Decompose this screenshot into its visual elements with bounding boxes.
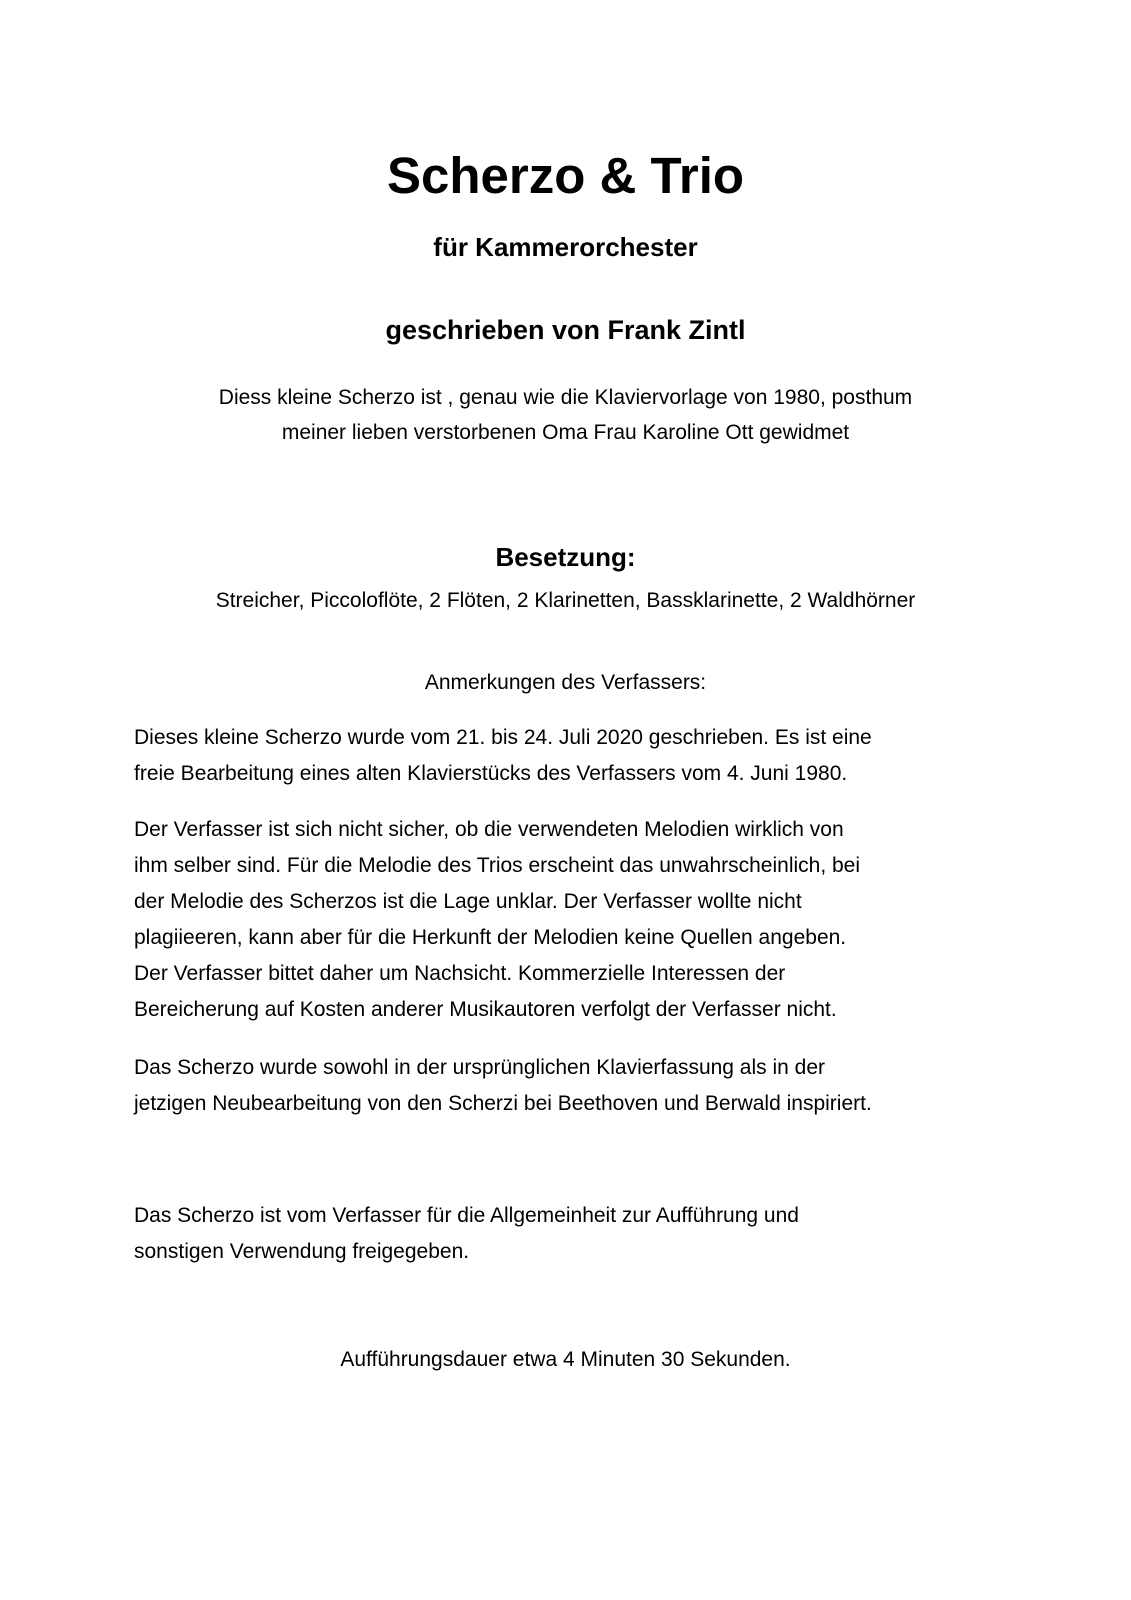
notes-paragraph xyxy=(134,1198,1004,1270)
dedication-line: meiner lieben verstorbenen Oma Frau Karoline Ott gewidmet xyxy=(281,421,850,444)
paragraph-line: Das Scherzo wurde sowohl in der ursprünglichen Klavierfassung als in der xyxy=(134,1056,826,1079)
besetzung-heading: Besetzung: xyxy=(495,542,636,572)
paragraph-line: jetzigen Neubearbeitung von den Scherzi bei Beethoven und Berwald inspiriert. xyxy=(134,1092,872,1115)
paragraph-line: der Melodie des Scherzos ist die Lage unklar. Der Verfasser wollte nicht xyxy=(134,890,802,913)
notes-heading: Anmerkungen des Verfassers: xyxy=(424,671,707,694)
performance-duration: Aufführungsdauer etwa 4 Minuten 30 Sekunden. xyxy=(340,1348,791,1371)
paragraph-line: sonstigen Verwendung freigegeben. xyxy=(134,1240,470,1263)
paragraph-line: plagiieeren, kann aber für die Herkunft der Melodien keine Quellen angeben. xyxy=(134,926,847,949)
paragraph-line: Dieses kleine Scherzo wurde vom 21. bis 24. Juli 2020 geschrieben. Es ist eine xyxy=(134,726,872,749)
dedication-line: Diess kleine Scherzo ist , genau wie die Klaviervorlage von 1980, posthum xyxy=(218,386,913,409)
paragraph-line: Der Verfasser bittet daher um Nachsicht. Kommerzielle Interessen der xyxy=(134,962,786,985)
besetzung-text: Streicher, Piccoloflöte, 2 Flöten, 2 Klarinetten, Bassklarinette, 2 Waldhörner xyxy=(215,589,916,612)
notes-paragraph xyxy=(134,720,1004,792)
paragraph-line: Bereicherung auf Kosten anderer Musikautoren verfolgt der Verfasser nicht. xyxy=(134,998,837,1021)
notes-paragraph xyxy=(134,812,1004,1028)
author-line: geschrieben von Frank Zintl xyxy=(385,315,746,345)
dedication xyxy=(0,380,1131,450)
paragraph-line: ihm selber sind. Für die Melodie des Trios erscheint das unwahrscheinlich, bei xyxy=(134,854,861,877)
notes-paragraph xyxy=(134,1050,1004,1122)
paragraph-line: Das Scherzo ist vom Verfasser für die Allgemeinheit zur Aufführung und xyxy=(134,1204,799,1227)
subtitle: für Kammerorchester xyxy=(433,232,698,262)
paragraph-line: freie Bearbeitung eines alten Klavierstücks des Verfassers vom 4. Juni 1980. xyxy=(134,762,848,785)
paragraph-line: Der Verfasser ist sich nicht sicher, ob die verwendeten Melodien wirklich von xyxy=(134,818,844,841)
page-title: Scherzo & Trio xyxy=(386,147,745,204)
